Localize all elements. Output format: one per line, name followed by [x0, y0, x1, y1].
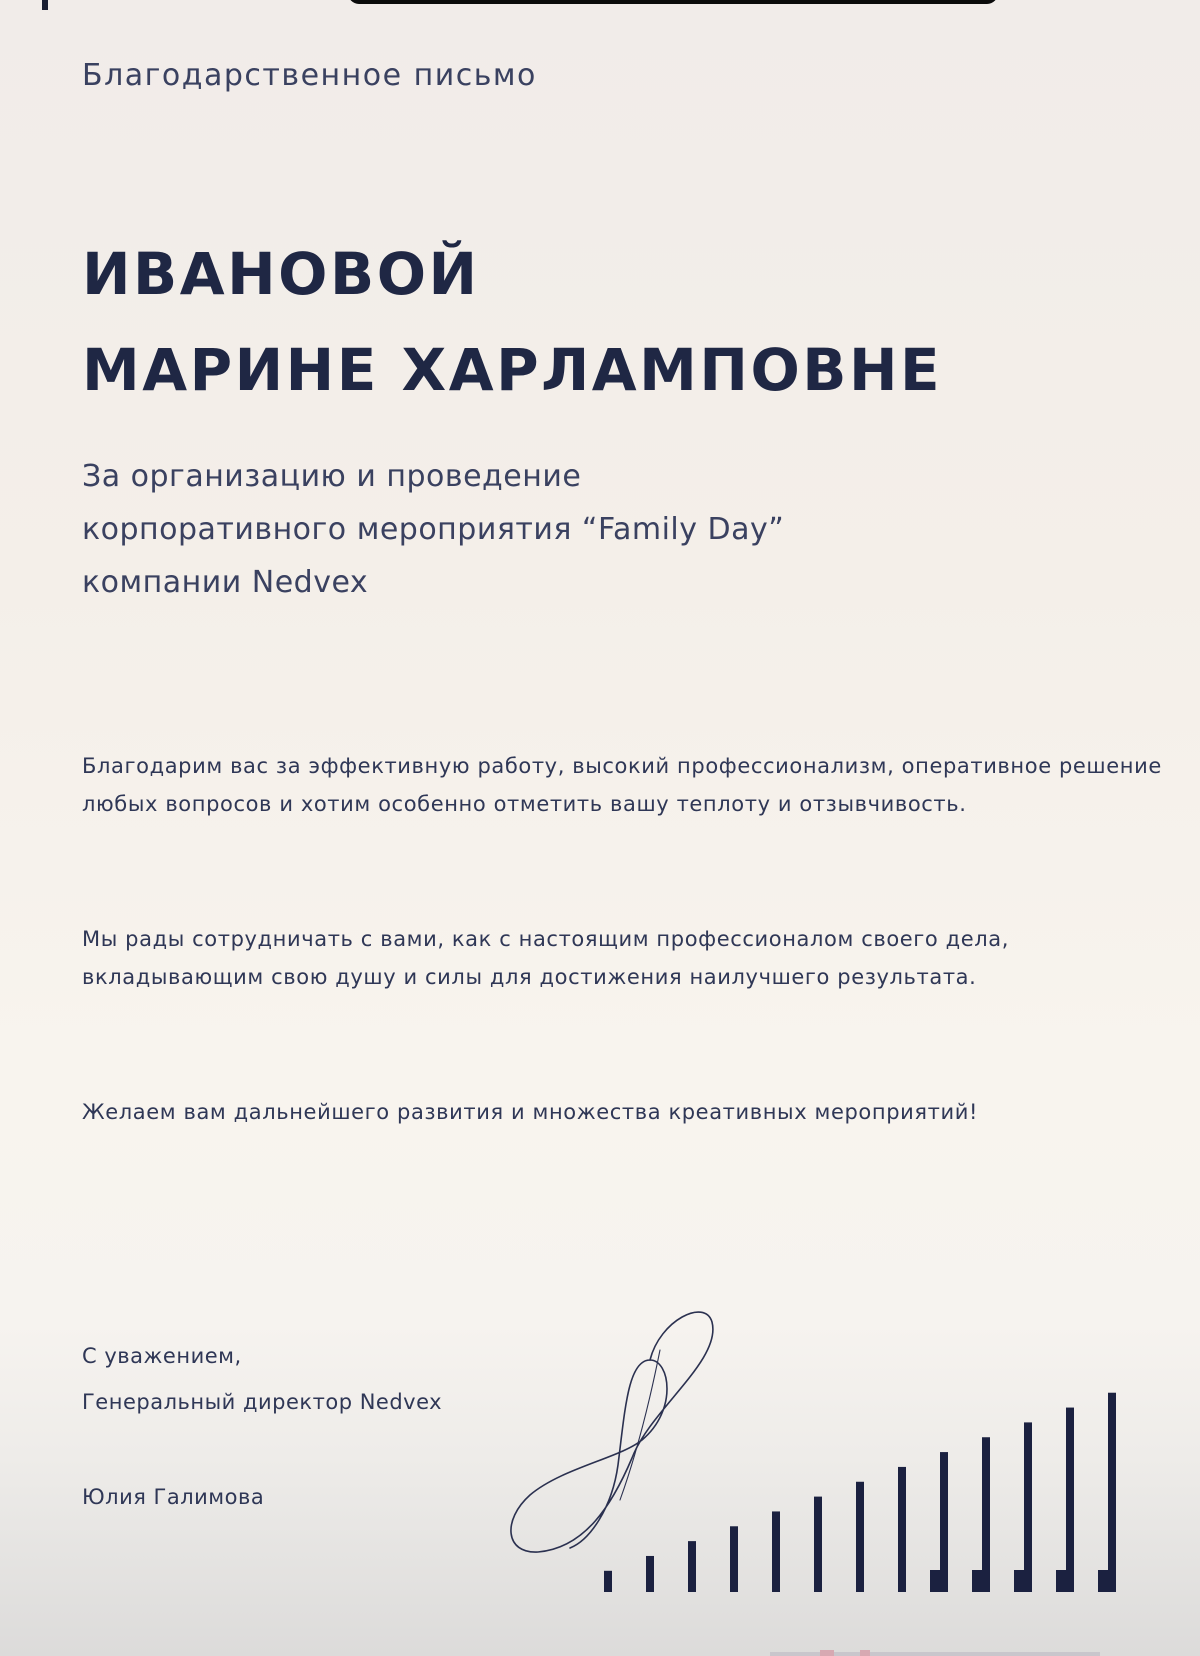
decorative-bar-foot — [1014, 1570, 1024, 1592]
cropped-text-strip — [770, 1644, 1170, 1656]
decorative-bar — [688, 1541, 696, 1592]
closing-regards: С уважением, — [82, 1344, 242, 1368]
signer-position: Генеральный директор Nedvex — [82, 1390, 443, 1414]
body-paragraph-wishes: Желаем вам дальнейшего развития и множества креативных мероприятий! — [82, 1100, 978, 1124]
decorative-bar-foot — [1056, 1570, 1066, 1592]
decorative-bar — [1024, 1422, 1032, 1592]
reason-line: корпоративного мероприятия “Family Day” — [82, 512, 785, 547]
decorative-bar — [1066, 1408, 1074, 1592]
signer-name: Юлия Галимова — [82, 1485, 265, 1509]
reason-line: компании Nedvex — [82, 565, 369, 600]
decorative-bar-foot — [930, 1570, 940, 1592]
decorative-bar — [1108, 1393, 1116, 1592]
decorative-bar-foot — [972, 1570, 982, 1592]
document-type: Благодарственное письмо — [82, 58, 537, 93]
body-paragraph-cooperation: Мы рады сотрудничать с вами, как с настоящим профессионалом своего дела, вкладывающим свою душу и силы для достижения наилучшего результата. — [82, 927, 1010, 989]
decorative-bar — [730, 1526, 738, 1592]
recipient-surname: ИВАНОВОЙ — [82, 240, 480, 308]
decorative-bar — [940, 1452, 948, 1592]
decorative-bar — [856, 1482, 864, 1592]
device-top-bar — [348, 0, 998, 4]
decorative-bars — [590, 1380, 1150, 1592]
decorative-bar — [982, 1437, 990, 1592]
decorative-bar — [772, 1511, 780, 1592]
recipient-given-names: МАРИНЕ ХАРЛАМПОВНЕ — [82, 336, 943, 404]
decorative-bar — [604, 1571, 612, 1592]
recipient-name — [82, 226, 942, 418]
award-reason — [82, 450, 784, 609]
reason-line: За организацию и проведение — [82, 459, 582, 494]
decorative-bar — [814, 1497, 822, 1592]
corner-mark — [42, 0, 48, 10]
closing-block — [82, 1333, 442, 1425]
decorative-bar-foot — [1098, 1570, 1108, 1592]
decorative-bar — [898, 1467, 906, 1592]
body-paragraph-thanks: Благодарим вас за эффективную работу, высокий профессионализм, оперативное решение любых вопросов и хотим особенно отметить вашу теплоту и отзывчивость. — [82, 754, 1162, 816]
decorative-bar — [646, 1556, 654, 1592]
